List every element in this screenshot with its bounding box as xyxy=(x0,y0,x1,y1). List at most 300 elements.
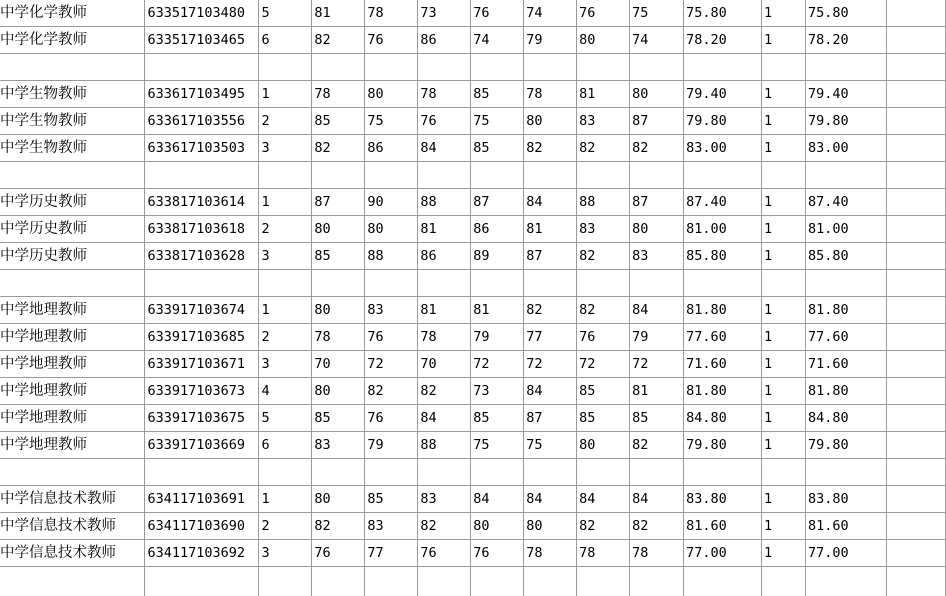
table-cell[interactable] xyxy=(524,162,577,189)
table-cell[interactable] xyxy=(805,270,886,297)
table-cell[interactable]: 82 xyxy=(630,513,684,540)
table-cell[interactable]: 80 xyxy=(577,27,630,54)
table-cell[interactable]: 72 xyxy=(630,351,684,378)
table-cell[interactable]: 85 xyxy=(365,486,418,513)
table-cell[interactable] xyxy=(0,162,145,189)
table-cell[interactable]: 72 xyxy=(365,351,418,378)
table-cell[interactable]: 87 xyxy=(471,189,524,216)
table-cell[interactable]: 81.80 xyxy=(684,378,762,405)
table-cell[interactable]: 1 xyxy=(762,513,806,540)
table-cell[interactable]: 78.20 xyxy=(805,27,886,54)
table-cell[interactable] xyxy=(762,270,806,297)
table-cell[interactable]: 83.80 xyxy=(684,486,762,513)
table-cell[interactable]: 1 xyxy=(762,0,806,27)
table-cell[interactable]: 82 xyxy=(312,135,365,162)
table-cell[interactable]: 86 xyxy=(418,27,471,54)
table-cell[interactable]: 633917103675 xyxy=(145,405,259,432)
table-cell[interactable]: 81.60 xyxy=(684,513,762,540)
table-cell[interactable] xyxy=(684,459,762,486)
table-cell[interactable] xyxy=(471,162,524,189)
table-cell[interactable]: 73 xyxy=(418,0,471,27)
table-cell[interactable]: 1 xyxy=(762,216,806,243)
table-cell[interactable]: 77.60 xyxy=(684,324,762,351)
table-cell[interactable]: 73 xyxy=(471,378,524,405)
table-cell[interactable] xyxy=(684,54,762,81)
table-cell[interactable]: 1 xyxy=(762,378,806,405)
table-cell[interactable]: 79 xyxy=(471,324,524,351)
table-cell[interactable]: 81.80 xyxy=(805,378,886,405)
table-cell[interactable] xyxy=(145,162,259,189)
table-cell[interactable] xyxy=(886,27,945,54)
table-cell[interactable] xyxy=(762,567,806,596)
table-cell[interactable] xyxy=(0,459,145,486)
table-cell[interactable]: 78 xyxy=(524,81,577,108)
table-cell[interactable]: 1 xyxy=(762,324,806,351)
table-cell[interactable]: 633817103628 xyxy=(145,243,259,270)
table-cell[interactable]: 2 xyxy=(259,108,312,135)
table-cell[interactable] xyxy=(312,459,365,486)
table-cell[interactable] xyxy=(886,54,945,81)
table-cell[interactable] xyxy=(0,54,145,81)
table-cell[interactable]: 83.00 xyxy=(684,135,762,162)
table-cell[interactable] xyxy=(418,54,471,81)
table-cell[interactable]: 75 xyxy=(630,0,684,27)
table-cell[interactable] xyxy=(630,270,684,297)
table-cell[interactable]: 70 xyxy=(418,351,471,378)
table-cell[interactable]: 80 xyxy=(365,81,418,108)
table-cell[interactable] xyxy=(762,459,806,486)
table-cell[interactable]: 88 xyxy=(418,432,471,459)
table-cell[interactable] xyxy=(886,216,945,243)
table-cell[interactable]: 633917103674 xyxy=(145,297,259,324)
table-cell[interactable]: 85 xyxy=(630,405,684,432)
table-cell[interactable]: 81.00 xyxy=(805,216,886,243)
table-cell[interactable]: 87.40 xyxy=(684,189,762,216)
table-cell[interactable]: 83.80 xyxy=(805,486,886,513)
table-cell[interactable]: 633817103614 xyxy=(145,189,259,216)
table-cell[interactable] xyxy=(524,567,577,596)
table-cell[interactable]: 中学地理教师 xyxy=(0,351,145,378)
table-cell[interactable]: 79.40 xyxy=(684,81,762,108)
table-cell[interactable]: 72 xyxy=(524,351,577,378)
table-cell[interactable] xyxy=(365,162,418,189)
table-cell[interactable]: 76 xyxy=(418,108,471,135)
table-cell[interactable]: 84 xyxy=(418,135,471,162)
table-cell[interactable]: 77 xyxy=(524,324,577,351)
table-cell[interactable] xyxy=(886,324,945,351)
table-cell[interactable]: 3 xyxy=(259,243,312,270)
table-cell[interactable]: 633617103503 xyxy=(145,135,259,162)
table-cell[interactable]: 80 xyxy=(312,486,365,513)
table-cell[interactable]: 78 xyxy=(418,324,471,351)
table-cell[interactable] xyxy=(471,459,524,486)
table-cell[interactable] xyxy=(577,567,630,596)
table-cell[interactable]: 88 xyxy=(365,243,418,270)
table-cell[interactable]: 1 xyxy=(762,243,806,270)
table-cell[interactable]: 81 xyxy=(471,297,524,324)
table-cell[interactable]: 634117103690 xyxy=(145,513,259,540)
table-cell[interactable] xyxy=(805,567,886,596)
table-cell[interactable]: 75 xyxy=(471,432,524,459)
table-cell[interactable] xyxy=(886,0,945,27)
table-cell[interactable]: 85 xyxy=(577,405,630,432)
table-cell[interactable]: 77.00 xyxy=(805,540,886,567)
table-cell[interactable]: 77.00 xyxy=(684,540,762,567)
table-cell[interactable] xyxy=(886,405,945,432)
table-cell[interactable] xyxy=(524,459,577,486)
table-cell[interactable]: 70 xyxy=(312,351,365,378)
table-cell[interactable]: 1 xyxy=(259,297,312,324)
table-cell[interactable]: 81.60 xyxy=(805,513,886,540)
table-cell[interactable]: 80 xyxy=(365,216,418,243)
table-cell[interactable] xyxy=(886,486,945,513)
table-cell[interactable]: 81 xyxy=(418,297,471,324)
table-cell[interactable]: 82 xyxy=(524,297,577,324)
table-cell[interactable]: 78 xyxy=(312,81,365,108)
table-cell[interactable]: 5 xyxy=(259,0,312,27)
table-cell[interactable]: 82 xyxy=(524,135,577,162)
table-cell[interactable] xyxy=(886,189,945,216)
table-cell[interactable]: 78.20 xyxy=(684,27,762,54)
table-cell[interactable]: 74 xyxy=(630,27,684,54)
table-cell[interactable] xyxy=(762,54,806,81)
table-cell[interactable]: 634117103691 xyxy=(145,486,259,513)
table-cell[interactable]: 中学生物教师 xyxy=(0,108,145,135)
table-cell[interactable] xyxy=(365,270,418,297)
table-cell[interactable]: 82 xyxy=(312,27,365,54)
table-cell[interactable] xyxy=(684,270,762,297)
table-cell[interactable]: 75 xyxy=(524,432,577,459)
table-cell[interactable]: 87 xyxy=(312,189,365,216)
table-cell[interactable]: 633917103673 xyxy=(145,378,259,405)
table-cell[interactable]: 75 xyxy=(471,108,524,135)
table-cell[interactable] xyxy=(886,567,945,596)
table-cell[interactable]: 85 xyxy=(312,108,365,135)
table-cell[interactable]: 83.00 xyxy=(805,135,886,162)
table-cell[interactable]: 88 xyxy=(577,189,630,216)
table-cell[interactable]: 633517103480 xyxy=(145,0,259,27)
table-cell[interactable]: 3 xyxy=(259,135,312,162)
table-cell[interactable]: 1 xyxy=(259,81,312,108)
table-cell[interactable]: 中学化学教师 xyxy=(0,27,145,54)
table-cell[interactable]: 85.80 xyxy=(684,243,762,270)
table-cell[interactable]: 82 xyxy=(577,135,630,162)
table-cell[interactable]: 85 xyxy=(471,135,524,162)
table-cell[interactable] xyxy=(145,459,259,486)
table-cell[interactable]: 中学地理教师 xyxy=(0,405,145,432)
table-cell[interactable] xyxy=(259,567,312,596)
table-cell[interactable] xyxy=(418,459,471,486)
table-cell[interactable]: 1 xyxy=(762,432,806,459)
table-cell[interactable]: 中学历史教师 xyxy=(0,189,145,216)
table-cell[interactable]: 633517103465 xyxy=(145,27,259,54)
table-cell[interactable]: 82 xyxy=(312,513,365,540)
table-cell[interactable]: 84 xyxy=(630,486,684,513)
table-cell[interactable] xyxy=(577,162,630,189)
table-cell[interactable]: 74 xyxy=(524,0,577,27)
table-cell[interactable] xyxy=(312,162,365,189)
table-cell[interactable]: 84.80 xyxy=(805,405,886,432)
table-cell[interactable]: 中学地理教师 xyxy=(0,432,145,459)
table-cell[interactable] xyxy=(805,54,886,81)
table-cell[interactable]: 80 xyxy=(524,108,577,135)
table-cell[interactable]: 3 xyxy=(259,351,312,378)
table-cell[interactable]: 89 xyxy=(471,243,524,270)
table-cell[interactable]: 79 xyxy=(365,432,418,459)
table-cell[interactable] xyxy=(577,54,630,81)
table-cell[interactable]: 78 xyxy=(418,81,471,108)
table-cell[interactable] xyxy=(630,162,684,189)
table-cell[interactable]: 83 xyxy=(577,108,630,135)
table-cell[interactable] xyxy=(0,270,145,297)
table-cell[interactable]: 4 xyxy=(259,378,312,405)
table-cell[interactable]: 82 xyxy=(577,513,630,540)
table-cell[interactable]: 633917103671 xyxy=(145,351,259,378)
table-cell[interactable]: 84 xyxy=(471,486,524,513)
table-cell[interactable]: 76 xyxy=(577,0,630,27)
table-cell[interactable]: 1 xyxy=(762,135,806,162)
table-cell[interactable] xyxy=(259,54,312,81)
table-cell[interactable]: 78 xyxy=(365,0,418,27)
table-cell[interactable] xyxy=(577,459,630,486)
table-cell[interactable]: 5 xyxy=(259,405,312,432)
table-cell[interactable]: 81 xyxy=(630,378,684,405)
table-cell[interactable]: 中学生物教师 xyxy=(0,81,145,108)
table-cell[interactable] xyxy=(886,351,945,378)
table-cell[interactable]: 90 xyxy=(365,189,418,216)
table-cell[interactable]: 81 xyxy=(524,216,577,243)
table-cell[interactable]: 76 xyxy=(365,405,418,432)
table-cell[interactable]: 82 xyxy=(630,432,684,459)
table-cell[interactable]: 84 xyxy=(524,189,577,216)
table-cell[interactable]: 81 xyxy=(577,81,630,108)
table-cell[interactable]: 1 xyxy=(762,405,806,432)
table-cell[interactable]: 84 xyxy=(524,486,577,513)
table-cell[interactable]: 1 xyxy=(762,27,806,54)
table-cell[interactable] xyxy=(886,378,945,405)
table-cell[interactable] xyxy=(684,162,762,189)
table-cell[interactable]: 81.00 xyxy=(684,216,762,243)
table-cell[interactable] xyxy=(886,540,945,567)
table-cell[interactable]: 76 xyxy=(365,27,418,54)
table-cell[interactable]: 633917103685 xyxy=(145,324,259,351)
table-cell[interactable]: 2 xyxy=(259,513,312,540)
table-cell[interactable]: 85.80 xyxy=(805,243,886,270)
table-cell[interactable]: 1 xyxy=(762,108,806,135)
table-cell[interactable]: 88 xyxy=(418,189,471,216)
table-cell[interactable]: 85 xyxy=(471,81,524,108)
table-cell[interactable]: 84.80 xyxy=(684,405,762,432)
table-cell[interactable] xyxy=(365,54,418,81)
table-cell[interactable] xyxy=(259,270,312,297)
table-cell[interactable]: 634117103692 xyxy=(145,540,259,567)
table-cell[interactable]: 84 xyxy=(577,486,630,513)
table-cell[interactable] xyxy=(145,54,259,81)
table-cell[interactable] xyxy=(145,567,259,596)
table-cell[interactable]: 81.80 xyxy=(805,297,886,324)
table-cell[interactable] xyxy=(418,162,471,189)
table-cell[interactable] xyxy=(886,270,945,297)
table-cell[interactable] xyxy=(630,567,684,596)
table-cell[interactable] xyxy=(805,459,886,486)
table-cell[interactable] xyxy=(365,567,418,596)
table-cell[interactable]: 80 xyxy=(630,216,684,243)
table-cell[interactable]: 72 xyxy=(577,351,630,378)
table-cell[interactable]: 83 xyxy=(365,513,418,540)
table-cell[interactable] xyxy=(471,567,524,596)
table-cell[interactable]: 633817103618 xyxy=(145,216,259,243)
table-cell[interactable]: 82 xyxy=(577,243,630,270)
table-cell[interactable]: 中学地理教师 xyxy=(0,297,145,324)
table-cell[interactable] xyxy=(630,54,684,81)
table-cell[interactable]: 1 xyxy=(762,297,806,324)
table-cell[interactable]: 79.80 xyxy=(805,432,886,459)
table-cell[interactable]: 80 xyxy=(630,81,684,108)
table-cell[interactable] xyxy=(886,432,945,459)
table-cell[interactable] xyxy=(145,270,259,297)
table-cell[interactable]: 85 xyxy=(312,243,365,270)
table-cell[interactable]: 中学地理教师 xyxy=(0,324,145,351)
table-cell[interactable]: 中学生物教师 xyxy=(0,135,145,162)
table-cell[interactable]: 83 xyxy=(418,486,471,513)
table-cell[interactable]: 80 xyxy=(312,378,365,405)
table-cell[interactable]: 87.40 xyxy=(805,189,886,216)
table-cell[interactable] xyxy=(524,54,577,81)
table-cell[interactable]: 633617103556 xyxy=(145,108,259,135)
table-cell[interactable]: 中学信息技术教师 xyxy=(0,513,145,540)
table-cell[interactable]: 82 xyxy=(418,513,471,540)
table-cell[interactable]: 633617103495 xyxy=(145,81,259,108)
table-cell[interactable] xyxy=(886,135,945,162)
table-cell[interactable]: 87 xyxy=(630,189,684,216)
table-cell[interactable]: 87 xyxy=(630,108,684,135)
table-cell[interactable] xyxy=(312,270,365,297)
table-cell[interactable]: 中学信息技术教师 xyxy=(0,486,145,513)
table-cell[interactable]: 中学地理教师 xyxy=(0,378,145,405)
table-cell[interactable] xyxy=(259,162,312,189)
table-cell[interactable]: 76 xyxy=(471,540,524,567)
table-cell[interactable]: 76 xyxy=(365,324,418,351)
table-cell[interactable] xyxy=(630,459,684,486)
table-cell[interactable]: 86 xyxy=(365,135,418,162)
table-cell[interactable]: 中学历史教师 xyxy=(0,216,145,243)
table-cell[interactable]: 86 xyxy=(418,243,471,270)
table-cell[interactable]: 1 xyxy=(762,189,806,216)
table-cell[interactable]: 78 xyxy=(630,540,684,567)
table-cell[interactable]: 79.80 xyxy=(684,432,762,459)
table-cell[interactable]: 82 xyxy=(630,135,684,162)
table-cell[interactable]: 85 xyxy=(577,378,630,405)
table-cell[interactable]: 中学历史教师 xyxy=(0,243,145,270)
table-cell[interactable]: 87 xyxy=(524,405,577,432)
table-cell[interactable]: 85 xyxy=(312,405,365,432)
table-cell[interactable]: 87 xyxy=(524,243,577,270)
table-cell[interactable]: 2 xyxy=(259,216,312,243)
table-cell[interactable] xyxy=(762,162,806,189)
table-cell[interactable]: 1 xyxy=(762,81,806,108)
table-cell[interactable]: 80 xyxy=(577,432,630,459)
table-cell[interactable]: 71.60 xyxy=(684,351,762,378)
table-cell[interactable] xyxy=(886,81,945,108)
table-cell[interactable] xyxy=(418,270,471,297)
table-cell[interactable] xyxy=(471,54,524,81)
table-cell[interactable]: 76 xyxy=(471,0,524,27)
table-cell[interactable]: 6 xyxy=(259,27,312,54)
table-cell[interactable]: 633917103669 xyxy=(145,432,259,459)
table-cell[interactable] xyxy=(418,567,471,596)
table-cell[interactable] xyxy=(886,162,945,189)
table-cell[interactable] xyxy=(365,459,418,486)
table-cell[interactable]: 81.80 xyxy=(684,297,762,324)
table-cell[interactable]: 79 xyxy=(630,324,684,351)
table-cell[interactable]: 79.80 xyxy=(684,108,762,135)
table-cell[interactable]: 79.80 xyxy=(805,108,886,135)
table-cell[interactable]: 1 xyxy=(762,486,806,513)
table-cell[interactable]: 80 xyxy=(312,297,365,324)
table-cell[interactable]: 80 xyxy=(524,513,577,540)
table-cell[interactable]: 85 xyxy=(471,405,524,432)
table-cell[interactable]: 74 xyxy=(471,27,524,54)
table-cell[interactable]: 1 xyxy=(259,189,312,216)
table-cell[interactable] xyxy=(471,270,524,297)
table-cell[interactable]: 1 xyxy=(762,540,806,567)
table-cell[interactable] xyxy=(312,54,365,81)
table-cell[interactable]: 72 xyxy=(471,351,524,378)
table-cell[interactable]: 76 xyxy=(312,540,365,567)
table-cell[interactable]: 80 xyxy=(471,513,524,540)
table-cell[interactable]: 83 xyxy=(630,243,684,270)
table-cell[interactable] xyxy=(886,459,945,486)
table-cell[interactable]: 78 xyxy=(577,540,630,567)
table-cell[interactable] xyxy=(577,270,630,297)
table-cell[interactable]: 71.60 xyxy=(805,351,886,378)
table-cell[interactable] xyxy=(259,459,312,486)
table-cell[interactable]: 75.80 xyxy=(805,0,886,27)
table-cell[interactable]: 1 xyxy=(259,486,312,513)
table-cell[interactable]: 75 xyxy=(365,108,418,135)
table-cell[interactable] xyxy=(886,108,945,135)
table-cell[interactable]: 79.40 xyxy=(805,81,886,108)
table-cell[interactable]: 76 xyxy=(577,324,630,351)
table-cell[interactable]: 78 xyxy=(312,324,365,351)
table-cell[interactable]: 79 xyxy=(524,27,577,54)
table-cell[interactable]: 中学信息技术教师 xyxy=(0,540,145,567)
table-cell[interactable]: 81 xyxy=(312,0,365,27)
table-cell[interactable] xyxy=(886,297,945,324)
table-cell[interactable]: 76 xyxy=(418,540,471,567)
table-cell[interactable]: 3 xyxy=(259,540,312,567)
table-cell[interactable]: 81 xyxy=(418,216,471,243)
table-cell[interactable]: 82 xyxy=(577,297,630,324)
table-cell[interactable]: 6 xyxy=(259,432,312,459)
table-cell[interactable]: 83 xyxy=(365,297,418,324)
table-cell[interactable]: 中学化学教师 xyxy=(0,0,145,27)
table-cell[interactable]: 1 xyxy=(762,351,806,378)
table-cell[interactable] xyxy=(524,270,577,297)
table-cell[interactable]: 77.60 xyxy=(805,324,886,351)
table-cell[interactable] xyxy=(0,567,145,596)
table-cell[interactable] xyxy=(684,567,762,596)
table-cell[interactable]: 77 xyxy=(365,540,418,567)
table-cell[interactable] xyxy=(805,162,886,189)
table-cell[interactable]: 2 xyxy=(259,324,312,351)
table-cell[interactable]: 83 xyxy=(577,216,630,243)
table-cell[interactable]: 82 xyxy=(418,378,471,405)
table-cell[interactable]: 84 xyxy=(630,297,684,324)
table-cell[interactable]: 84 xyxy=(524,378,577,405)
table-cell[interactable]: 83 xyxy=(312,432,365,459)
table-cell[interactable]: 80 xyxy=(312,216,365,243)
